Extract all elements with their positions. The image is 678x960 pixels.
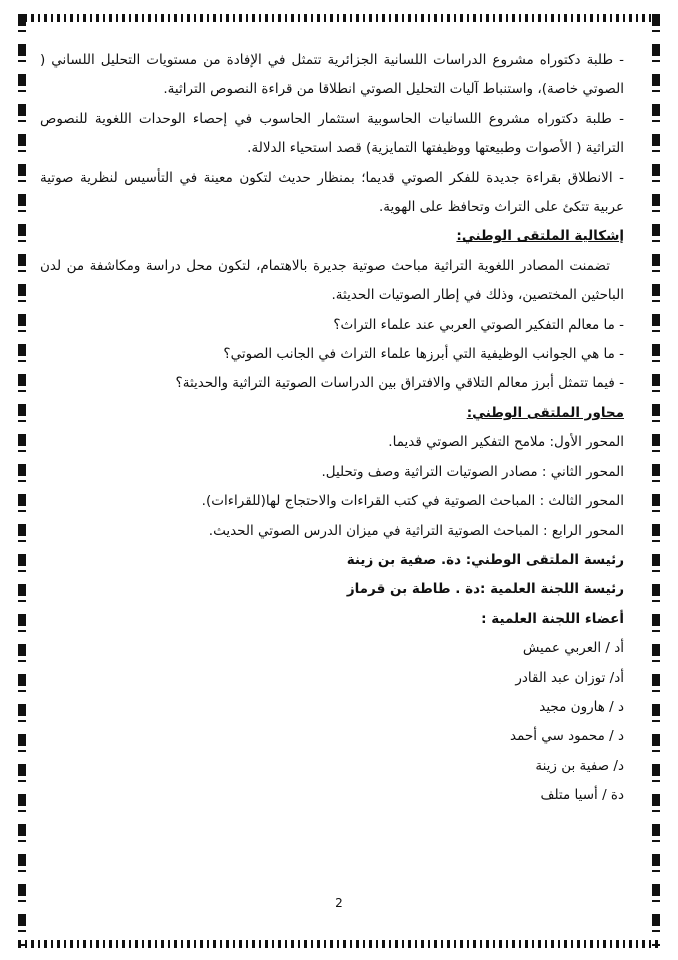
decorative-border-left	[18, 14, 26, 946]
problem-heading: إشكالية الملتقى الوطني:	[456, 228, 624, 245]
committee-member: أد / العربي عميش	[522, 640, 624, 657]
committee-member: أد/ توزان عبد القادر	[515, 669, 624, 686]
problem-question: - ما هي الجوانب الوظيفية التي أبرزها علماء التراث في الجانب الصوتي؟	[223, 346, 624, 363]
decorative-border-right	[652, 14, 660, 946]
committee-chair: رئيسة اللجنة العلمية :دة . طاطة بن قرماز	[346, 581, 624, 598]
axes-heading: محاور الملتقى الوطني:	[466, 404, 624, 421]
problem-paragraph: تضمنت المصادر اللغوية التراثية مباحث صوتية جديرة بالاهتمام، لتكون محل دراسة ومكاشفة من لدن الباحثين المختصين، وذلك في إطار الصوتيات الحديثة.	[40, 257, 624, 304]
decorative-border-top	[18, 14, 660, 22]
axis-item: المحور الثاني : مصادر الصوتيات التراثية وصف وتحليل.	[321, 463, 624, 480]
document-body	[40, 46, 624, 811]
problem-question: - فيما تتمثل أبرز معالم التلاقي والافتراق بين الدراسات الصوتية التراثية والحديثة؟	[175, 375, 624, 392]
page-number: 2	[335, 896, 343, 910]
committee-member: د / هارون مجيد	[539, 698, 624, 715]
axis-item: المحور الأول: ملامح التفكير الصوتي قديما.	[388, 434, 624, 451]
axis-item: المحور الثالث : المباحث الصوتية في كتب القراءات والاحتجاج لها(للقراءات).	[201, 493, 624, 510]
intro-bullet: - طلبة دكتوراه مشروع اللسانيات الحاسوبية استثمار الحاسوب في إحصاء الوحدات اللغوية للنصوص التراثية ( الأصوات وطبيعتها ووظيفتها التمايزية) قصد استحياء الدلالة.	[40, 110, 624, 157]
intro-bullet: - طلبة دكتوراه مشروع الدراسات اللسانية الجزائرية تتمثل في الإفادة من مستويات التحليل اللساني ( الصوتي خاصة)، واستنباط آليات التحليل الصوتي انطلاقا من قراءة النصوص التراثية.	[40, 52, 624, 98]
problem-question: - ما معالم التفكير الصوتي العربي عند علماء التراث؟	[333, 316, 624, 333]
conference-chair: رئيسة الملتقى الوطني: دة. صفية بن زينة	[346, 551, 624, 568]
committee-member: د / محمود سي أحمد	[509, 728, 624, 745]
axis-item: المحور الرابع : المباحث الصوتية التراثية في ميزان الدرس الصوتي الحديث.	[208, 522, 624, 539]
committee-heading: أعضاء اللجنة العلمية :	[481, 610, 624, 627]
committee-member: د/ صفية بن زينة	[535, 757, 624, 774]
intro-bullet: - الانطلاق بقراءة جديدة للفكر الصوتي قديما؛ بمنظار حديث لتكون معينة في التأسيس لنظرية صوتية عربية تتكئ على التراث وتحافظ على الهوية.	[40, 169, 624, 216]
decorative-border-bottom	[18, 940, 660, 948]
committee-member: دة / أسيا متلف	[540, 787, 624, 804]
